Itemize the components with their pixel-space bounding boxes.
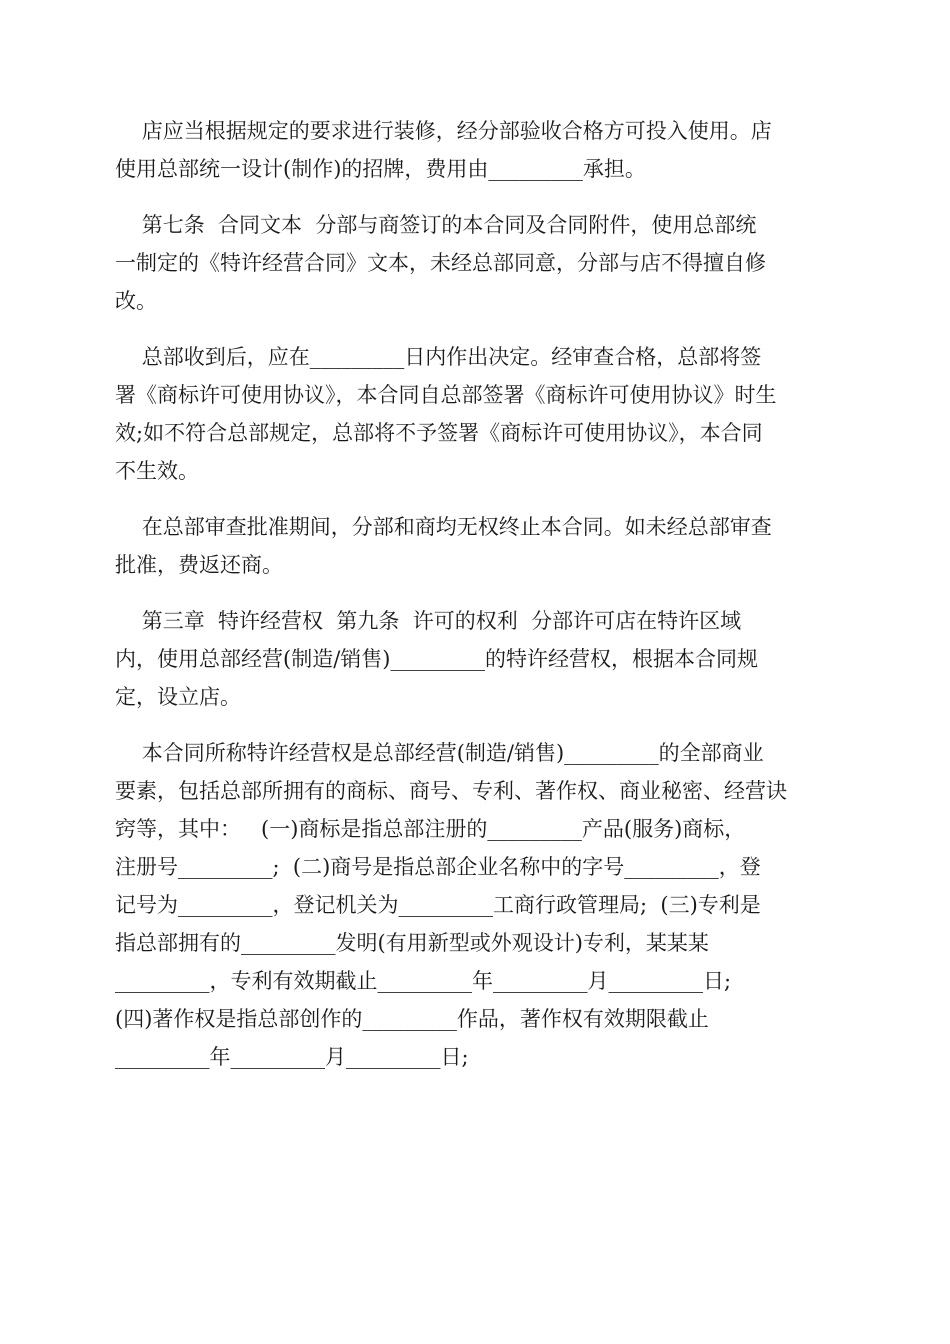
text-line: 窍等，其中： (一)商标是指总部注册的_________产品(服务)商标， [115, 817, 746, 841]
text-line: 署《商标许可使用协议》，本合同自总部签署《商标许可使用协议》时生 [115, 383, 777, 407]
text-line: (四)著作权是指总部创作的_________作品，著作权有效期限截止 [115, 1007, 709, 1031]
text-line: 一制定的《特许经营合同》文本，未经总部同意，分部与店不得擅自修 [115, 251, 766, 275]
text-line: 指总部拥有的_________发明(有用新型或外观设计)专利，某某某 [115, 931, 709, 955]
text-line: _________，专利有效期截止_________年_________月_________日; [115, 969, 732, 993]
text-line: 要素，包括总部所拥有的商标、商号、专利、著作权、商业秘密、经营诀 [115, 779, 787, 803]
text-line: 使用总部统一设计(制作)的招牌，费用由_________承担。 [115, 157, 646, 181]
text-line: 总部收到后，应在_________日内作出决定。经审查合格，总部将签 [115, 345, 762, 369]
paragraph-review-period [115, 508, 835, 584]
text-line: 改。 [115, 289, 157, 313]
text-line: 本合同所称特许经营权是总部经营(制造/销售)_________的全部商业 [115, 741, 764, 765]
text-line: _________年_________月_________日; [115, 1045, 469, 1069]
text-line: 不生效。 [115, 459, 199, 483]
text-line: 第三章 特许经营权 第九条 许可的权利 分部许可店在特许区域 [115, 609, 742, 633]
paragraph-review-decision [115, 338, 835, 490]
paragraph-franchise-definition [115, 734, 835, 1076]
text-line: 记号为_________，登记机关为_________工商行政管理局; (三)专利是 [115, 893, 761, 917]
paragraph-decoration [115, 112, 835, 188]
text-line: 注册号_________; (二)商号是指总部企业名称中的字号_________，登 [115, 855, 761, 879]
text-line: 第七条 合同文本 分部与商签订的本合同及合同附件，使用总部统 [115, 213, 757, 237]
paragraph-article-7 [115, 206, 835, 320]
text-line: 内，使用总部经营(制造/销售)_________的特许经营权，根据本合同规 [115, 647, 758, 671]
document-body [115, 112, 835, 1094]
text-line: 在总部审查批准期间，分部和商均无权终止本合同。如未经总部审查 [115, 515, 772, 539]
text-line: 效;如不符合总部规定，总部将不予签署《商标许可使用协议》，本合同 [115, 421, 763, 445]
text-line: 定，设立店。 [115, 685, 241, 709]
text-line: 店应当根据规定的要求进行装修，经分部验收合格方可投入使用。店 [115, 119, 772, 143]
paragraph-chapter-3 [115, 602, 835, 716]
text-line: 批准，费返还商。 [115, 553, 283, 577]
